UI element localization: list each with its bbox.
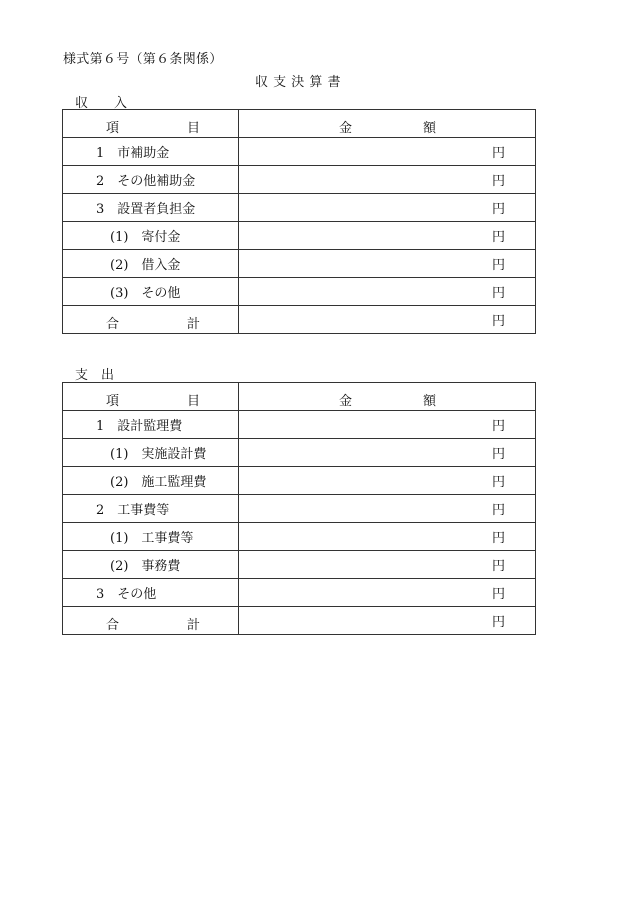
row-label: (1) 寄付金 xyxy=(63,222,239,250)
amount-cell[interactable]: 円 xyxy=(239,467,536,495)
table-row xyxy=(63,411,536,439)
table-row xyxy=(63,551,536,579)
item-header-char: 項 xyxy=(106,394,120,409)
table-row xyxy=(63,250,536,278)
amount-cell[interactable]: 円 xyxy=(239,250,536,278)
amount-cell[interactable]: 円 xyxy=(239,194,536,222)
amount-cell[interactable]: 円 xyxy=(239,439,536,467)
amount-cell[interactable]: 円 xyxy=(239,551,536,579)
table-row xyxy=(63,166,536,194)
total-amount-cell[interactable]: 円 xyxy=(239,306,536,334)
expense-section-heading: 支 出 xyxy=(75,368,115,383)
document-title: 収 支 決 算 書 xyxy=(255,75,342,90)
row-label: (2) 施工監理費 xyxy=(63,467,239,495)
amount-cell[interactable]: 円 xyxy=(239,166,536,194)
table-row xyxy=(63,194,536,222)
income-table xyxy=(62,109,536,334)
table-row xyxy=(63,523,536,551)
table-row xyxy=(63,495,536,523)
row-label: 2 その他補助金 xyxy=(63,166,239,194)
item-column-header xyxy=(63,383,239,411)
amount-cell[interactable]: 円 xyxy=(239,138,536,166)
row-label: 1 設計監理費 xyxy=(63,411,239,439)
item-header-char: 目 xyxy=(187,394,201,409)
row-label: (3) その他 xyxy=(63,278,239,306)
amount-column-header xyxy=(239,110,536,138)
form-number-label: 様式第６号（第６条関係） xyxy=(63,52,223,67)
total-amount-cell[interactable]: 円 xyxy=(239,607,536,635)
total-label-char: 合 xyxy=(106,317,120,332)
amount-cell[interactable]: 円 xyxy=(239,222,536,250)
total-label xyxy=(63,306,239,334)
row-label: (2) 事務費 xyxy=(63,551,239,579)
total-label-char: 計 xyxy=(187,618,201,633)
total-label-char: 合 xyxy=(106,618,120,633)
amount-cell[interactable]: 円 xyxy=(239,411,536,439)
total-label-char: 計 xyxy=(187,317,201,332)
amount-column-header xyxy=(239,383,536,411)
amount-header-char: 金 xyxy=(339,121,353,136)
item-header-char: 目 xyxy=(187,121,201,136)
amount-header-char: 金 xyxy=(339,394,353,409)
amount-cell[interactable]: 円 xyxy=(239,523,536,551)
total-row xyxy=(63,306,536,334)
table-row xyxy=(63,222,536,250)
amount-cell[interactable]: 円 xyxy=(239,278,536,306)
row-label: (2) 借入金 xyxy=(63,250,239,278)
row-label: 3 その他 xyxy=(63,579,239,607)
table-row xyxy=(63,138,536,166)
amount-header-char: 額 xyxy=(423,121,437,136)
amount-header-char: 額 xyxy=(423,394,437,409)
table-header-row xyxy=(63,383,536,411)
row-label: (1) 実施設計費 xyxy=(63,439,239,467)
row-label: 2 工事費等 xyxy=(63,495,239,523)
income-section-heading: 収 入 xyxy=(75,96,128,111)
table-row xyxy=(63,579,536,607)
table-header-row xyxy=(63,110,536,138)
total-row xyxy=(63,607,536,635)
item-header-char: 項 xyxy=(106,121,120,136)
amount-cell[interactable]: 円 xyxy=(239,579,536,607)
amount-cell[interactable]: 円 xyxy=(239,495,536,523)
row-label: 3 設置者負担金 xyxy=(63,194,239,222)
table-row xyxy=(63,439,536,467)
row-label: 1 市補助金 xyxy=(63,138,239,166)
item-column-header xyxy=(63,110,239,138)
table-row xyxy=(63,278,536,306)
total-label xyxy=(63,607,239,635)
expense-table xyxy=(62,382,536,635)
table-row xyxy=(63,467,536,495)
row-label: (1) 工事費等 xyxy=(63,523,239,551)
